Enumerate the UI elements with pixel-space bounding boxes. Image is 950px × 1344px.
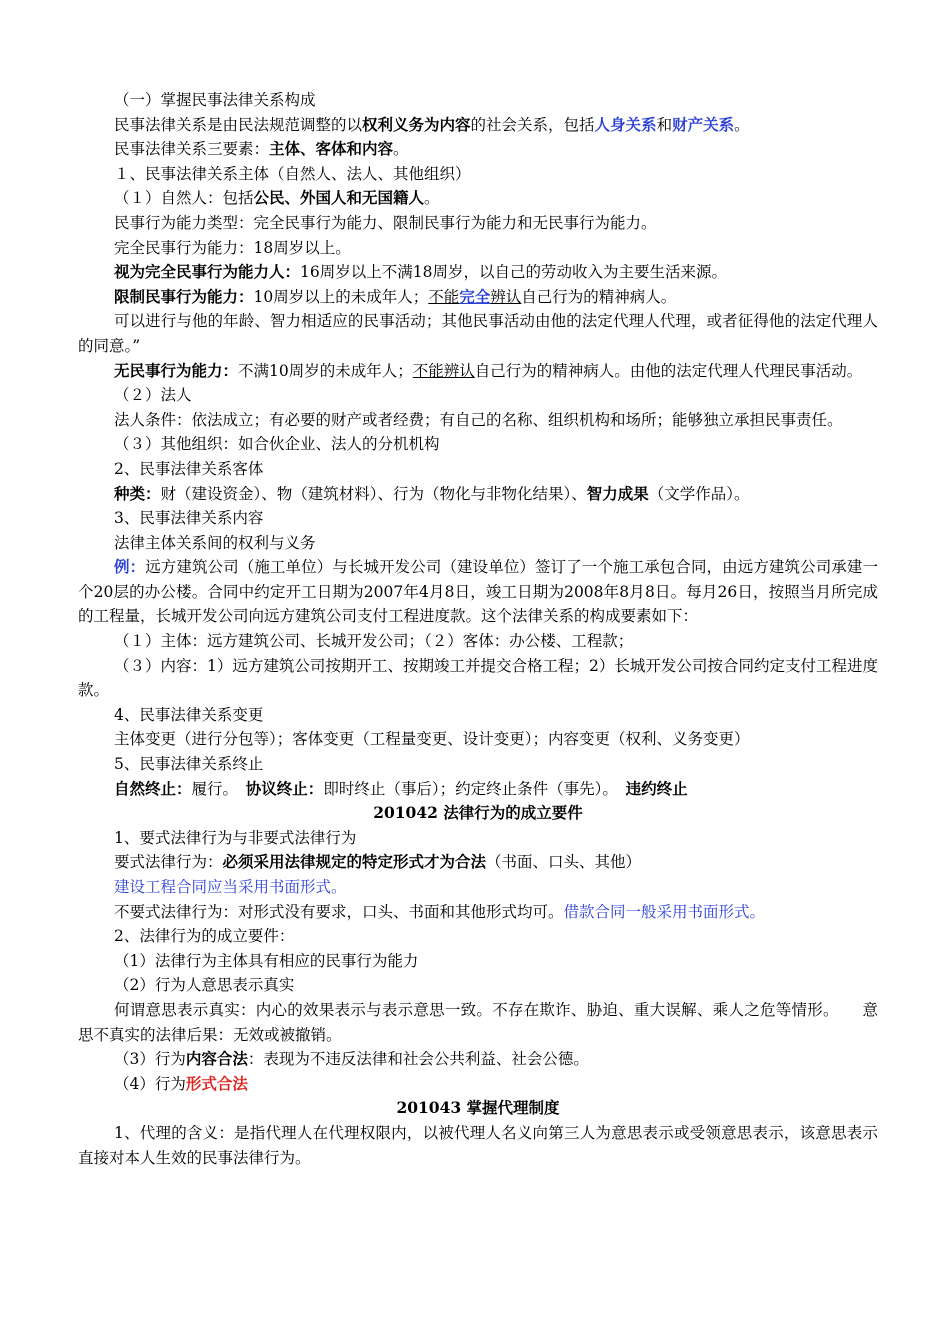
paragraph <box>78 359 878 384</box>
text: 民事法律关系三要素： <box>114 140 270 159</box>
emphasis-text: 自然终止： <box>114 778 192 798</box>
paragraph <box>78 285 878 310</box>
text: 民事行为能力类型：完全民事行为能力、限制民事行为能力和无民事行为能力。 <box>114 213 657 232</box>
paragraph <box>78 260 878 285</box>
text: 完全民事行为能力：18周岁以上。 <box>114 238 351 257</box>
text: （２）法人 <box>114 386 192 405</box>
text: 法律主体关系间的权利与义务 <box>114 533 316 552</box>
text: 201042 法律行为的成立要件 <box>373 803 583 823</box>
underlined-text: 不能辨认 <box>412 361 475 380</box>
text: 10周岁以上的未成年人； <box>253 287 429 306</box>
highlight-text: 建设工程合同应当采用书面形式。 <box>114 878 347 896</box>
emphasis-text: 视为完全民事行为能力人： <box>114 262 301 282</box>
text: 2、民事法律关系客体 <box>114 459 264 478</box>
highlight-text: 借款合同一般采用书面形式。 <box>563 902 766 921</box>
text: 和 <box>656 115 673 134</box>
emphasis-text: 限制民事行为能力： <box>114 286 254 306</box>
text: （4）行为 <box>114 1074 186 1093</box>
text: （2）行为人意思表示真实 <box>114 976 295 995</box>
underlined-text: 不能 <box>428 287 460 306</box>
text: 。 <box>424 189 440 208</box>
emphasis-text: 必须采用法律规定的特定形式才为合法 <box>222 852 487 872</box>
paragraph <box>78 186 878 211</box>
highlight-text: 财产关系 <box>672 114 735 134</box>
text: 不满10周岁的未成年人； <box>238 361 413 380</box>
text: （一）掌握民事法律关系构成 <box>114 91 316 109</box>
example-label: 例： <box>114 557 146 577</box>
underlined-text: 辨认 <box>490 287 522 306</box>
paragraph <box>78 432 878 457</box>
emphasis-text: 公民、外国人和无国籍人 <box>253 188 425 208</box>
paragraph <box>78 973 878 998</box>
text: 可以进行与他的年龄、智力相适应的民事活动；其他民事活动由他的法定代理人代理，或者征得他的法定代理人的同意。” <box>78 312 878 355</box>
emphasis-text: 种类： <box>114 483 161 503</box>
paragraph <box>78 850 878 875</box>
subheading <box>78 752 878 777</box>
paragraph <box>78 211 878 236</box>
paragraph <box>78 408 878 433</box>
text: （１）主体：远方建筑公司、长城开发公司；（２）客体：办公楼、工程款； <box>114 632 634 651</box>
emphasis-text: 违约终止 <box>625 778 688 798</box>
subheading <box>78 506 878 531</box>
subheading <box>78 826 878 851</box>
text: 履行。 <box>191 779 231 798</box>
text: 4、民事法律关系变更 <box>114 705 264 724</box>
paragraph <box>78 949 878 974</box>
example-paragraph <box>78 555 878 629</box>
text: １、民事法律关系主体（自然人、法人、其他组织） <box>114 164 471 183</box>
text: 法人条件：依法成立；有必要的财产或者经费；有自己的名称、组织机构和场所；能够独立承担民事责任。 <box>114 410 843 429</box>
emphasis-text: 智力成果 <box>586 483 649 503</box>
paragraph <box>78 629 878 654</box>
section-title <box>78 801 878 826</box>
underlined-highlight-text: 完全 <box>459 286 491 306</box>
section-title <box>78 1096 878 1121</box>
paragraph <box>78 236 878 261</box>
paragraph <box>78 1121 878 1170</box>
text: 201043 掌握代理制度 <box>396 1098 560 1118</box>
emphasis-text: 协议终止： <box>245 778 324 798</box>
emphasis-text: 无民事行为能力： <box>114 360 239 380</box>
text: 1、代理的含义：是指代理人在代理权限内，以被代理人名义向第三人为意思表示或受领意思表示，该意思表示直接对本人生效的民事法律行为。 <box>78 1123 878 1167</box>
emphasis-text: 权利义务为内容 <box>362 114 471 134</box>
paragraph <box>78 137 878 162</box>
subheading <box>78 162 878 187</box>
text: 即时终止（事后）；约定终止条件（事先）。 <box>323 779 611 798</box>
subheading <box>78 457 878 482</box>
text: 自己行为的精神病人。 <box>521 287 677 306</box>
text: 主体变更（进行分包等）；客体变更（工程量变更、设计变更）；内容变更（权利、义务变更） <box>114 730 750 749</box>
text: （文学作品）。 <box>648 484 750 503</box>
text: 3、民事法律关系内容 <box>114 509 264 528</box>
red-emphasis-text: 形式合法 <box>185 1073 248 1093</box>
paragraph <box>78 777 878 802</box>
paragraph <box>78 727 878 752</box>
section-heading <box>78 88 878 113</box>
text: （1）法律行为主体具有相应的民事行为能力 <box>114 951 419 970</box>
text: 财（建设资金）、物（建筑材料）、行为（物化与非物化结果）、 <box>160 484 587 503</box>
paragraph <box>78 113 878 138</box>
highlight-text: 人身关系 <box>594 114 657 134</box>
text: （３）其他组织：如合伙企业、法人的分机机构 <box>114 435 440 454</box>
text: 要式法律行为： <box>114 853 223 872</box>
text: 。 <box>393 140 409 159</box>
subheading <box>78 924 878 949</box>
text: 何谓意思表示真实：内心的效果表示与表示意思一致。不存在欺诈、胁迫、重大误解、乘人之危等情形。 意思不真实的法律后果：无效或被撤销。 <box>78 1000 878 1044</box>
paragraph <box>78 309 878 358</box>
subheading <box>78 703 878 728</box>
paragraph <box>78 875 878 900</box>
text: 。 <box>734 115 750 134</box>
emphasis-text: 主体、客体和内容 <box>269 139 394 159</box>
text: 2、法律行为的成立要件： <box>114 927 295 946</box>
paragraph <box>78 1072 878 1097</box>
text: 16周岁以上不满18周岁，以自己的劳动收入为主要生活来源。 <box>300 263 727 282</box>
paragraph <box>78 998 878 1047</box>
paragraph <box>78 482 878 507</box>
text: 5、民事法律关系终止 <box>114 755 264 774</box>
text: （１）自然人：包括 <box>114 189 254 208</box>
text: 不要式法律行为：对形式没有要求，口头、书面和其他形式均可。 <box>114 902 564 921</box>
text: 1、要式法律行为与非要式法律行为 <box>114 828 357 847</box>
paragraph <box>78 1047 878 1072</box>
paragraph <box>78 654 878 703</box>
text: （３）内容：1）远方建筑公司按期开工、按期竣工并提交合格工程；2）长城开发公司按合同约定支付工程进度款。 <box>78 656 878 700</box>
paragraph <box>78 531 878 556</box>
subheading <box>78 383 878 408</box>
text: ：表现为不违反法律和社会公共利益、社会公德。 <box>247 1050 589 1069</box>
text: 民事法律关系是由民法规范调整的以 <box>114 115 363 134</box>
paragraph <box>78 900 878 925</box>
text: 远方建筑公司（施工单位）与长城开发公司（建设单位）签订了一个施工承包合同，由远方建筑公司承建一个20层的办公楼。合同中约定开工日期为2007年4月8日，竣工日期为2008年8月8日。每月26日，按照当月所完成的工程量，长城开发公司向远方建筑公司支付工程进度款。这个法律关系的构成要素如下： <box>78 558 878 626</box>
text: 的社会关系，包括 <box>470 115 595 134</box>
text: （3）行为 <box>114 1050 186 1069</box>
text: 自己行为的精神病人。由他的法定代理人代理民事活动。 <box>474 361 863 380</box>
document-body <box>78 88 878 1170</box>
emphasis-text: 内容合法 <box>185 1049 248 1069</box>
text: （书面、口头、其他） <box>486 853 642 872</box>
